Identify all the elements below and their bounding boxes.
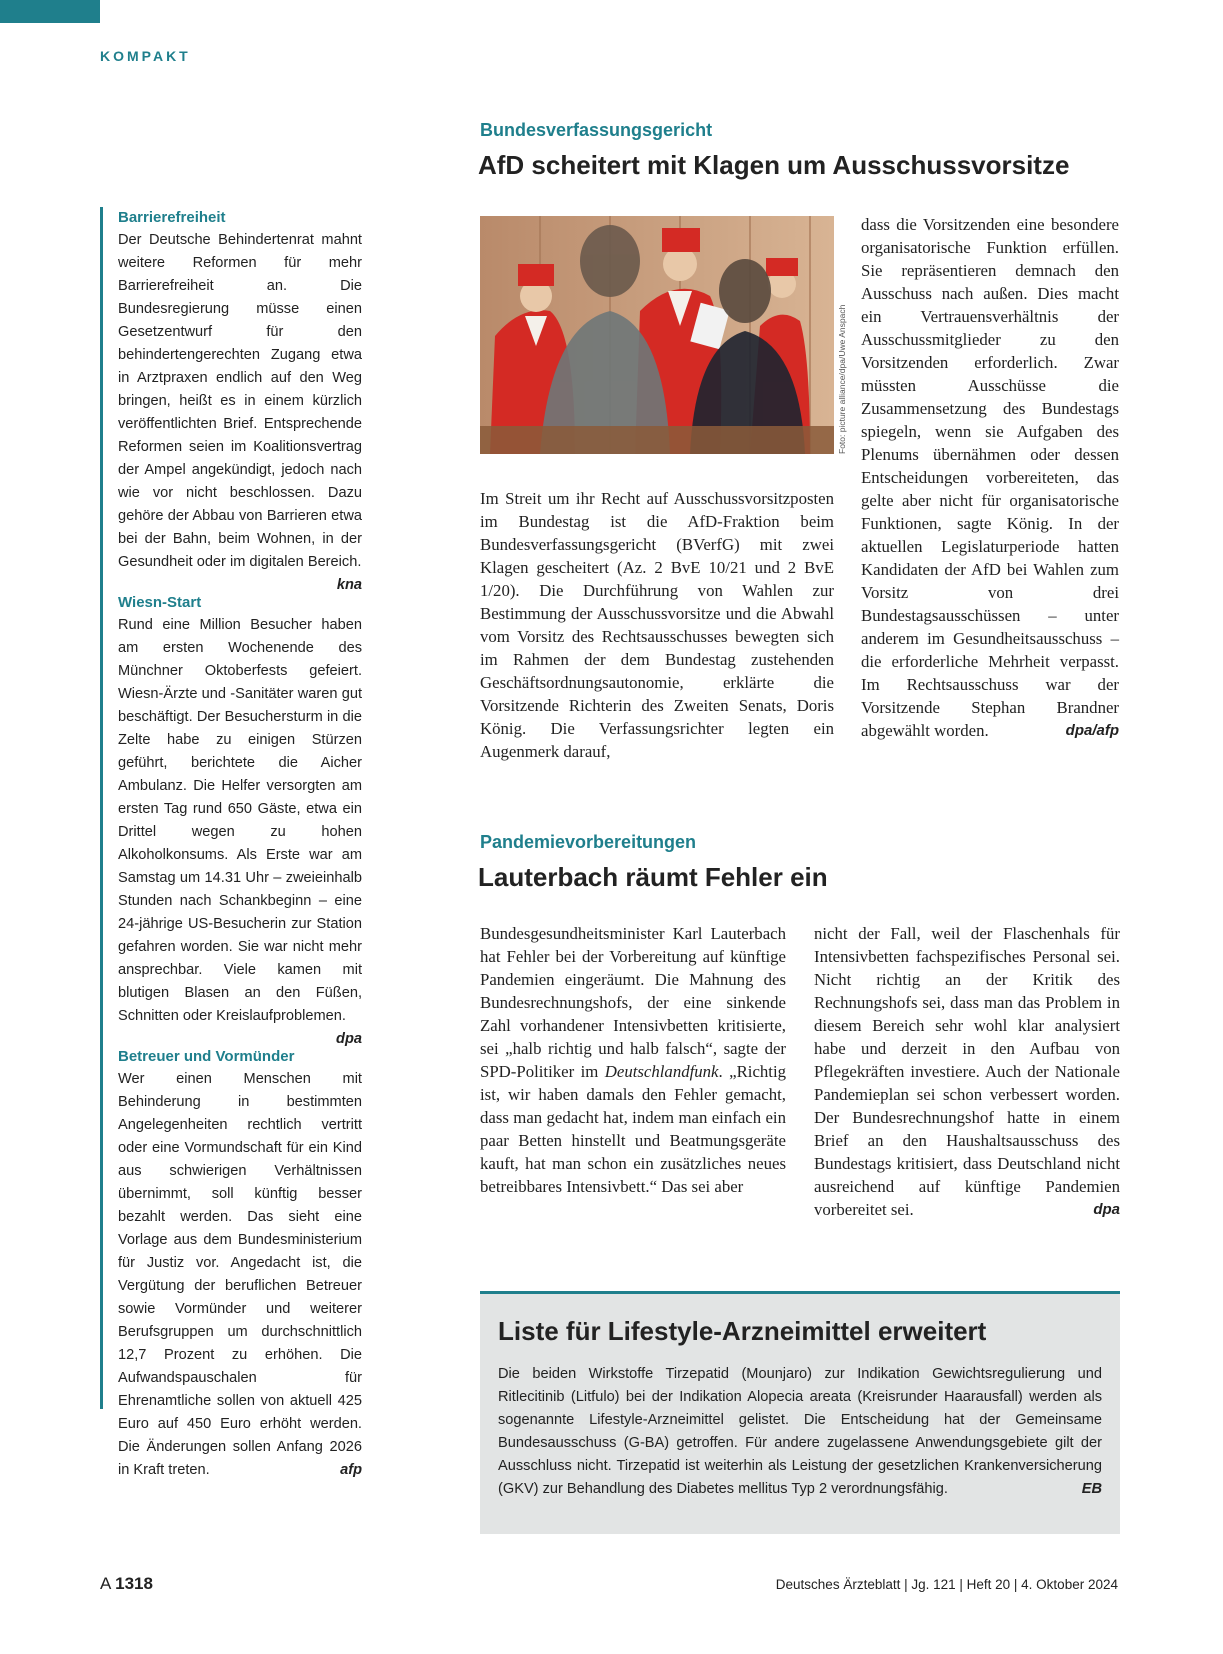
news-body: Rund eine Million Besucher haben am ersten Wochenende des Münchner Oktoberfests gefeiert. Wiesn-Ärzte und -Sanitäter waren gut beschäftigt. Der Besuchersturm in die Zelte habe zu einigen Stürzen geführt, berichtete die Aicher Ambulanz. Die Helfer versorgten am ersten Tag rund 650 Gäste, etwa ein Drittel wegen zu hohen Alkoholkonsums. Als Erste war am Samstag um 14.31 Uhr – zweieinhalb Stunden nach Schankbeginn – eine 24-jährige US-Besucherin zur Station gefahren worden. Sie war nicht mehr ansprechbar. Viele kamen mit blutigen Blasen an den Füßen, Schnitten oder Kreislaufproblemen. dpa [118, 614, 362, 1028]
court-photo-image [480, 216, 834, 454]
news-item [118, 207, 362, 593]
news-source: dpa [336, 1031, 362, 1047]
info-box-body: Die beiden Wirkstoffe Tirzepatid (Mounjaro) zur Indikation Gewichtsregulierung und Ritlecitinib (Litfulo) bei der Indikation Alopecia areata (Kreisrunder Haarausfall) werden als sogenannte Lifestyle-Arzneimittel gelistet. Die Entscheidung hat der Gemeinsame Bundesausschuss (G-BA) getroffen. Für andere zugelassene Anwendungsgebiete gilt der Ausschluss nicht. Tirzepatid ist weiterhin als Leistung der gesetzlichen Krankenversicherung (GKV) zur Behandlung des Diabetes mellitus Typ 2 verordnungsfähig. EB [498, 1363, 1102, 1501]
journal-info: Deutsches Ärzteblatt | Jg. 121 | Heft 20 | 4. Oktober 2024 [775, 1577, 1118, 1592]
page-number: A 1318 [100, 1574, 153, 1593]
news-item [118, 1046, 362, 1482]
news-title: Barrierefreiheit [118, 209, 226, 226]
news-title: Wiesn-Start [118, 594, 202, 611]
info-box-source: EB [1081, 1481, 1102, 1497]
news-source: afp [340, 1462, 362, 1478]
court-photo [480, 216, 834, 454]
news-source: kna [336, 577, 362, 593]
article1-column-2: dass die Vorsitzenden eine besondere organisatorische Funktion erfüllen. Sie repräsentieren demnach den Ausschuss nach außen. Dies macht ein Vertrauensverhältnis der Ausschussmitglieder zu den Vorsitzenden erforderlich. Zwar müssten Ausschüsse die Zusammensetzung des Bundestags spiegeln, wenn sie Aufgaben des Plenums übernähmen oder dessen Entscheidungen vorbereiteten, das gelte aber nicht für organisatorische Funktionen, sagte König. In der aktuellen Legislaturperiode hatten Kandidaten der AfD bei Wahlen zum Vorsitz von drei Bundestagsausschüssen – unter anderem im Gesundheitsausschuss – die erforderliche Mehrheit verpasst. Im Rechtsausschuss war der Vorsitzende Stephan Brandner abgewählt worden. dpa/afp [861, 215, 1119, 740]
top-accent-bar [0, 0, 100, 23]
sidebar-news [100, 207, 362, 1478]
article2-kicker: Pandemievorbereitungen [480, 832, 697, 852]
article1-source: dpa/afp [1065, 722, 1119, 739]
news-body: Der Deutsche Behindertenrat mahnt weitere Reformen für mehr Barrierefreiheit an. Die Bundesregierung müsse einen Gesetzentwurf für den behindertengerechten Zugang etwa in Arztpraxen endlich auf den Weg bringen, heißt es in einem kürzlich veröffentlichten Brief. Entsprechende Reformen seien im Koalitionsvertrag der Ampel angekündigt, jedoch nach wie vor nicht beschlossen. Dazu gehöre der Abbau von Barrieren etwa bei der Bahn, beim Wohnen, in der Gesundheit oder im digitalen Bereich. kna [118, 229, 362, 574]
news-item [118, 592, 362, 1047]
article1-headline: AfD scheitert mit Klagen um Ausschussvorsitze [478, 150, 1070, 180]
article2-column-2: nicht der Fall, weil der Flaschenhals für Intensivbetten fachspezifisches Personal sei. Nicht richtig an der Kritik des Rechnungshofs sei, dass man das Problem in diesem Bereich sehr wohl klar analysiert habe und derzeit in den Aufbau von Pflegekräften investiere. Auch der Nationale Pandemieplan sei schon verbessert worden. Der Bundesrechnungshof hatte in einem Brief an den Haushaltsausschuss des Bundestags kritisiert, dass Deutschland nicht ausreichend auf künftige Pandemien vorbereitet sei. dpa [814, 924, 1120, 1219]
article2-emphasis: Deutschlandfunk [604, 1062, 719, 1081]
news-title: Betreuer und Vormünder [118, 1048, 295, 1065]
news-body: Wer einen Menschen mit Behinderung in bestimmten Angelegenheiten rechtlich vertritt oder eine Vormundschaft für ein Kind aus schwierigen Verhältnissen übernimmt, soll künftig besser bezahlt werden. Das sieht eine Vorlage aus dem Bundesministerium für Justiz vor. Angedacht ist, die Vergütung der beruflichen Betreuer sowie Vormünder und weiterer Berufsgruppen um durchschnittlich 12,7 Prozent zu erhöhen. Die Aufwandspauschalen für Ehrenamtliche sollen von aktuell 425 Euro auf 450 Euro erhöht werden. Die Änderungen sollen Anfang 2026 in Kraft treten. afp [118, 1068, 362, 1482]
photo-credit: Foto: picture alliance/dpa/Uwe Anspach [837, 304, 847, 454]
article2-column-1: Bundesgesundheitsminister Karl Lauterbach hat Fehler bei der Vorbereitung auf künftige Pandemien eingeräumt. Die Mahnung des Bundesrechnungshofs, der eine sinkende Zahl vorhandener Intensivbetten kritisierte, sei „halb richtig und halb falsch“, sagte der SPD-Politiker im Deutschlandfunk. „Richtig ist, wir haben damals den Fehler gemacht, dass man gedacht hat, indem man einfach ein paar Betten hinstellt und Beatmungsgeräte kauft, hat man schon ein zusätzliches neues betreibbares Intensivbett.“ Das sei aber [480, 924, 786, 1196]
article1-kicker: Bundesverfassungsgericht [480, 120, 713, 140]
article2-source: dpa [1093, 1201, 1120, 1218]
section-label: KOMPAKT [100, 48, 191, 64]
info-box-title: Liste für Lifestyle-Arzneimittel erweitert [498, 1316, 987, 1346]
article1-column-1: Im Streit um ihr Recht auf Ausschussvorsitzposten im Bundestag ist die AfD-Fraktion beim Bundesverfassungsgericht (BVerfG) mit zwei Klagen gescheitert (Az. 2 BvE 10/21 und 2 BvE 1/20). Die Durchführung von Wahlen zur Bestimmung der Ausschussvorsitze und die Abwahl vom Vorsitz des Rechtsausschusses bewegten sich im Rahmen der dem Bundestag zustehenden Geschäftsordnungsautonomie, erklärte die Vorsitzende Richterin des Zweiten Senats, Doris König. Die Verfassungsrichter legten ein Augenmerk darauf, [480, 489, 834, 761]
article2-headline: Lauterbach räumt Fehler ein [478, 862, 828, 892]
info-box [480, 1291, 1120, 1534]
